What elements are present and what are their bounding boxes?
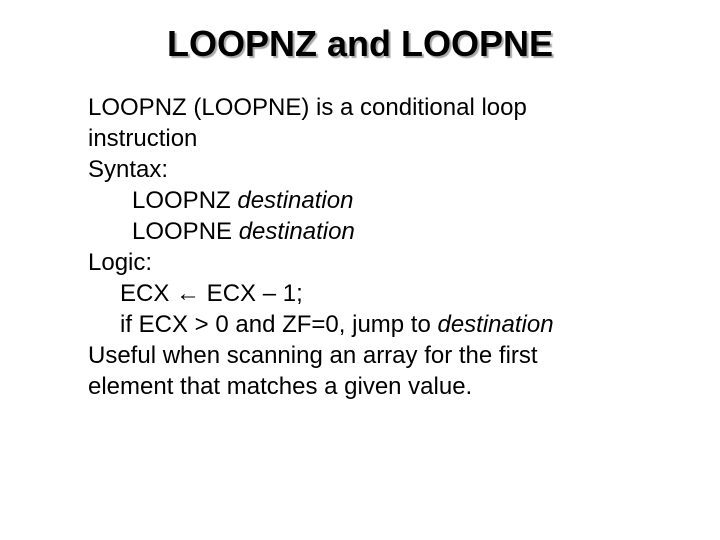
slide-title: LOOPNZ and LOOPNE bbox=[166, 23, 553, 64]
logic-condition-destination: destination bbox=[437, 311, 554, 338]
syntax-argument-destination: destination bbox=[237, 187, 354, 214]
syntax-argument-destination: destination bbox=[238, 218, 355, 245]
syntax-instruction-loopne: LOOPNE bbox=[132, 218, 239, 245]
logic-condition-text: if ECX > 0 and ZF=0, jump to bbox=[120, 311, 438, 338]
logic-line-decrement: ECX ← ECX – 1; bbox=[120, 280, 303, 307]
useful-line-1: Useful when scanning an array for the first bbox=[88, 342, 538, 369]
syntax-line-loopne bbox=[88, 216, 688, 247]
syntax-instruction-loopnz: LOOPNZ bbox=[132, 187, 238, 214]
syntax-line-loopnz bbox=[88, 185, 688, 216]
useful-line-2: element that matches a given value. bbox=[88, 373, 473, 400]
logic-label: Logic: bbox=[88, 249, 153, 276]
intro-line-2: instruction bbox=[88, 125, 198, 152]
syntax-label: Syntax: bbox=[88, 156, 169, 183]
logic-line-condition bbox=[88, 309, 688, 340]
slide-body bbox=[88, 92, 688, 402]
intro-line-1: LOOPNZ (LOOPNE) is a conditional loop bbox=[88, 94, 527, 121]
